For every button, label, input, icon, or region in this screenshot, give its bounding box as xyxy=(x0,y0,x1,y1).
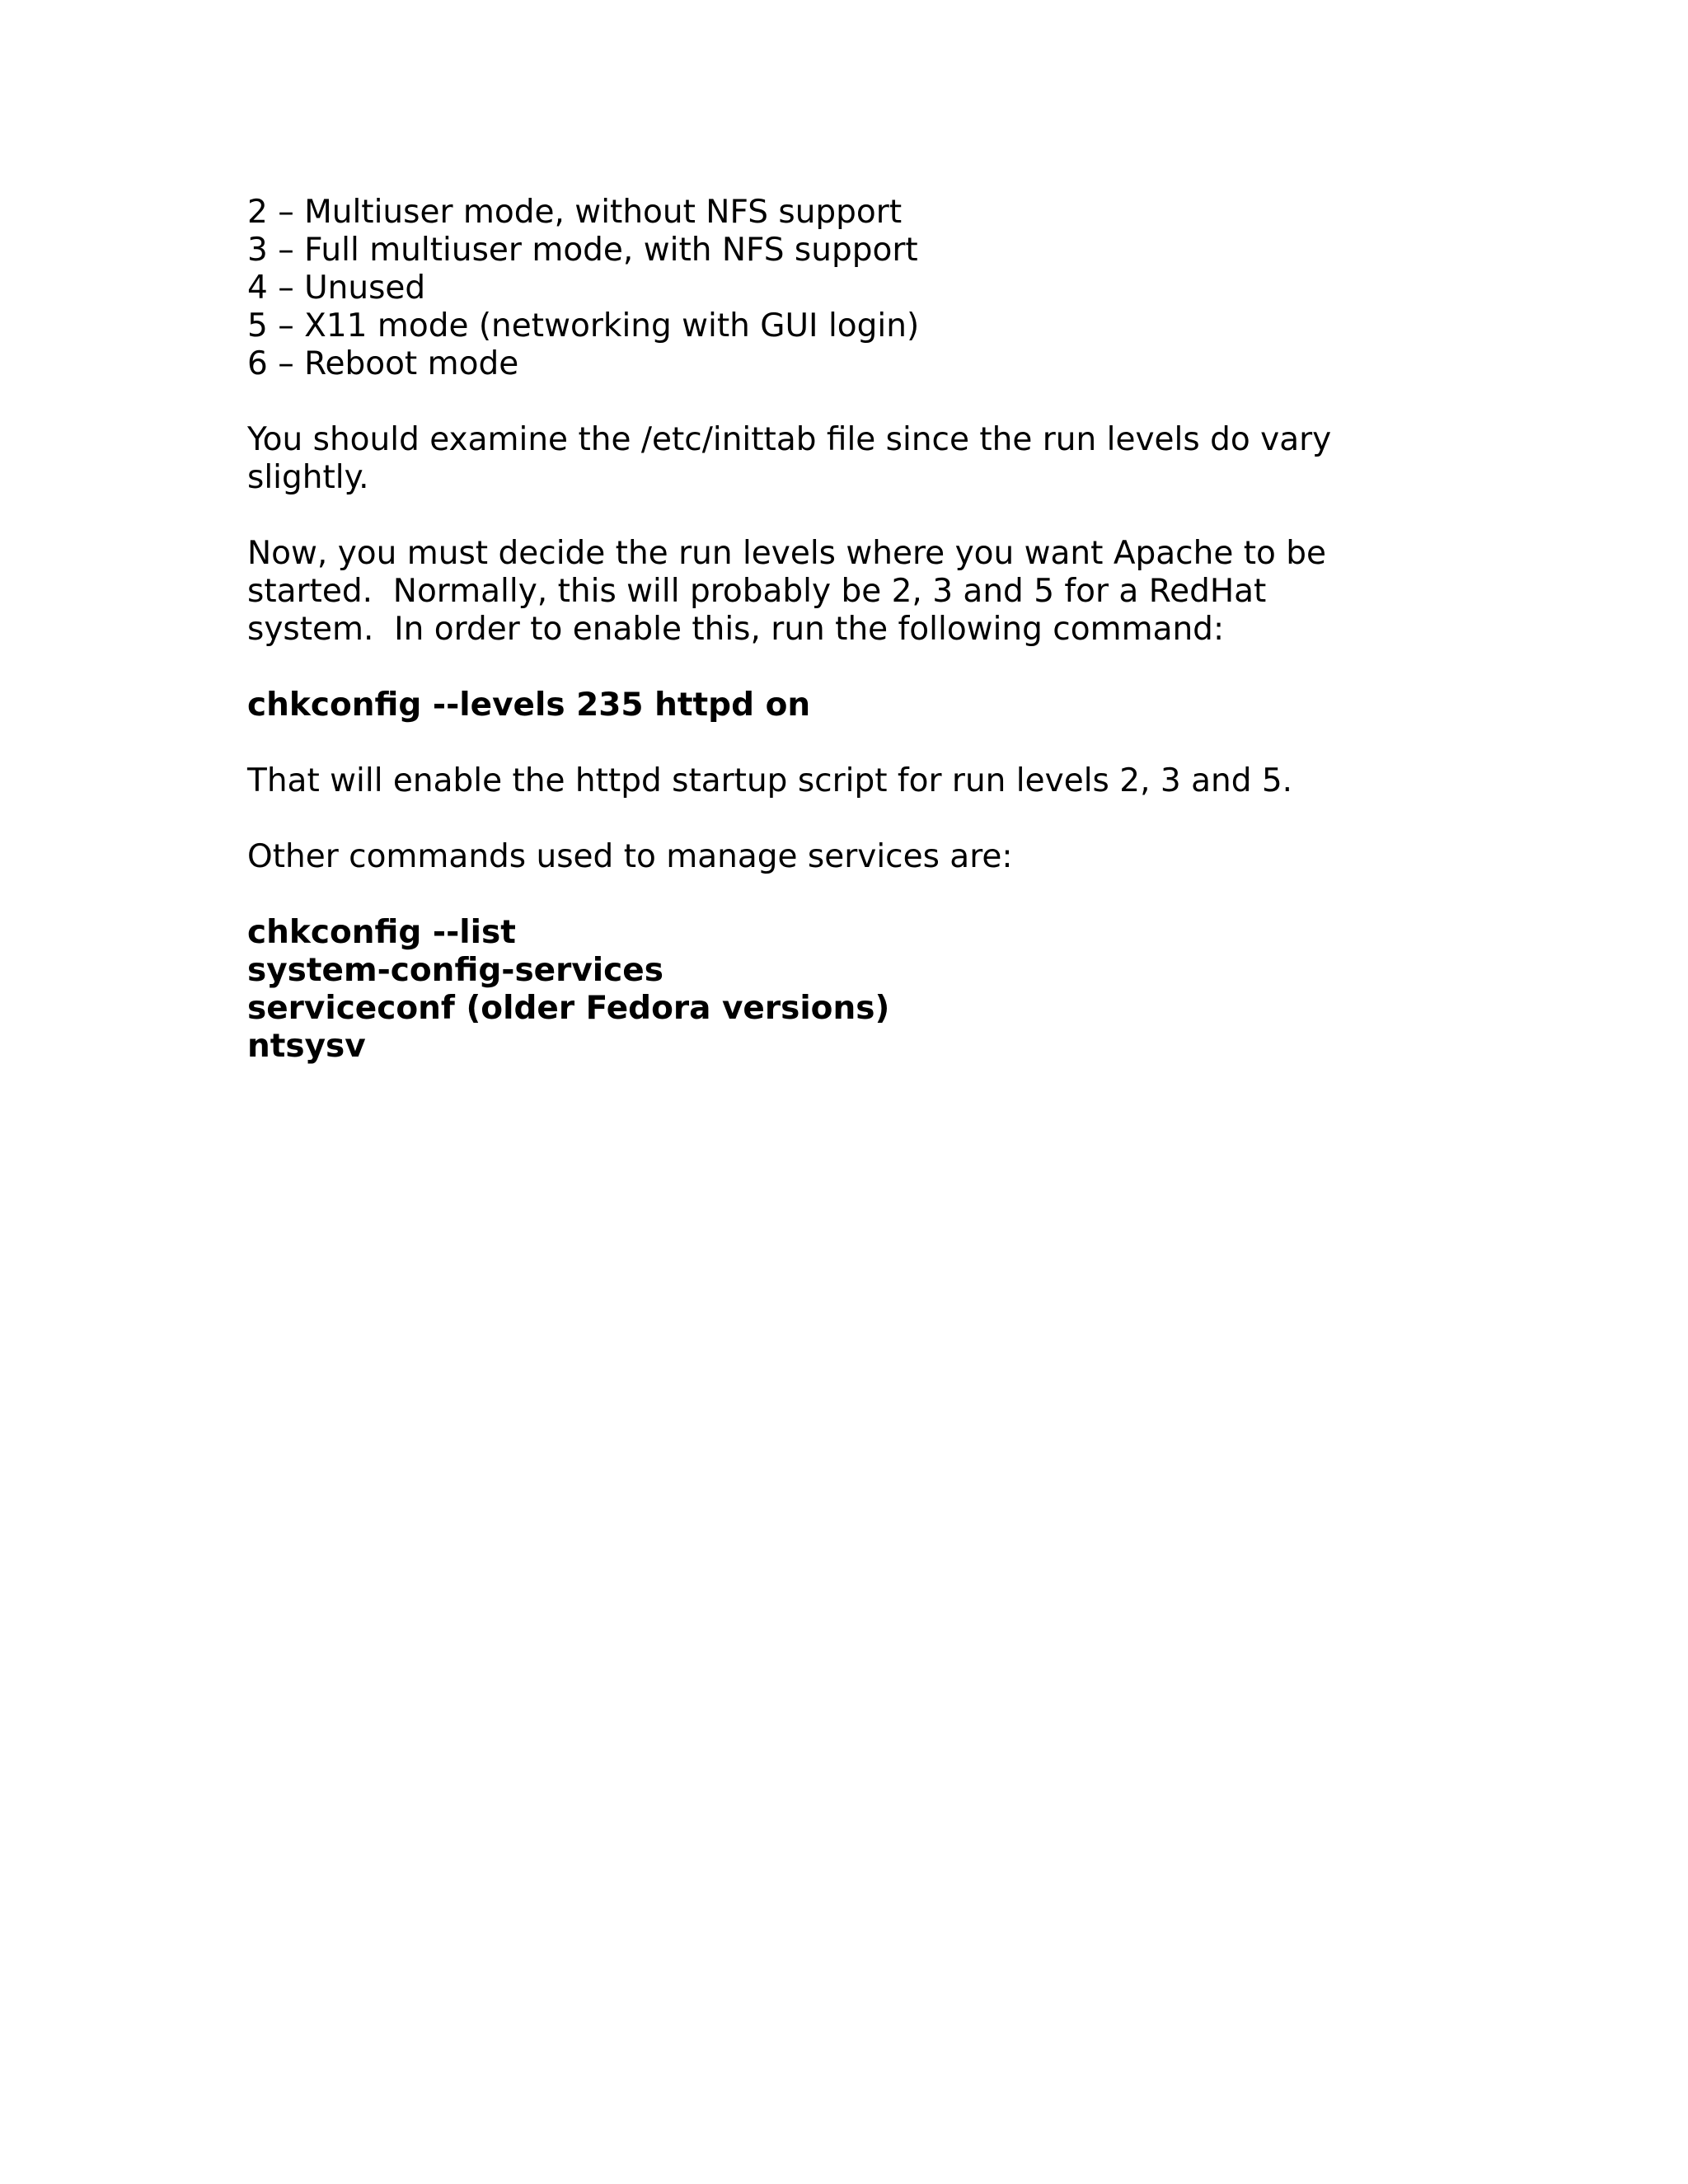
command-enable-httpd: chkconfig --levels 235 httpd on xyxy=(247,687,811,724)
paragraph-line: You should examine the /etc/inittab file since the run levels do vary xyxy=(247,421,1332,458)
run-level-item: 2 – Multiuser mode, without NFS support xyxy=(247,194,903,231)
other-commands-list xyxy=(247,914,1434,1066)
command-item: chkconfig --list xyxy=(247,914,516,951)
run-level-item: 5 – X11 mode (networking with GUI login) xyxy=(247,307,920,344)
paragraph-line: Now, you must decide the run levels where you want Apache to be xyxy=(247,535,1327,572)
run-level-item: 3 – Full multiuser mode, with NFS support xyxy=(247,232,918,269)
paragraph-line: system. In order to enable this, run the following command: xyxy=(247,611,1225,648)
spacer xyxy=(247,383,1434,421)
command-item: ntsysv xyxy=(247,1028,366,1065)
paragraph-other-commands: Other commands used to manage services are: xyxy=(247,838,1013,875)
document-page xyxy=(247,194,1434,1066)
run-level-list xyxy=(247,194,1434,383)
run-level-item: 6 – Reboot mode xyxy=(247,345,519,382)
command-item: system-config-services xyxy=(247,952,663,989)
paragraph-result: That will enable the httpd startup script for run levels 2, 3 and 5. xyxy=(247,762,1293,799)
paragraph-decide-run-levels xyxy=(247,535,1434,649)
spacer xyxy=(247,800,1434,838)
spacer xyxy=(247,497,1434,535)
run-level-item: 4 – Unused xyxy=(247,269,426,307)
paragraph-examine-inittab xyxy=(247,421,1434,497)
spacer xyxy=(247,649,1434,687)
paragraph-line: slightly. xyxy=(247,459,369,496)
paragraph-line: started. Normally, this will probably be 2, 3 and 5 for a RedHat xyxy=(247,573,1267,610)
spacer xyxy=(247,724,1434,762)
command-item: serviceconf (older Fedora versions) xyxy=(247,990,890,1027)
spacer xyxy=(247,876,1434,914)
